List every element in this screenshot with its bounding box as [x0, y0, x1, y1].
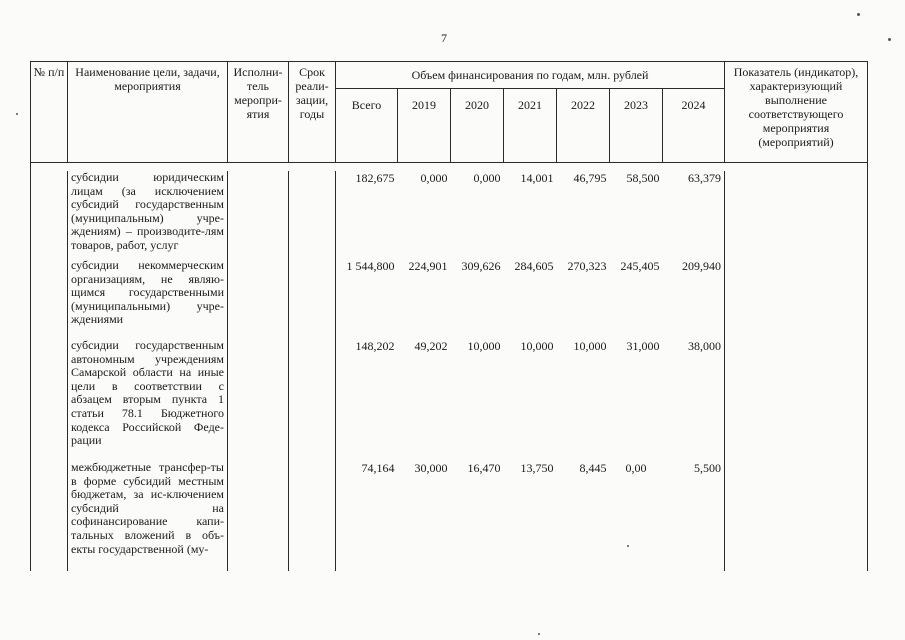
row-value: 10,000: [467, 339, 501, 353]
row-value: 30,000: [414, 461, 448, 475]
row-total: 182,675: [336, 171, 398, 259]
row-total: 148,202: [336, 339, 398, 461]
header-funding: Объем финансирования по годам, млн. рублей: [336, 62, 725, 89]
row-value: 270,323: [567, 259, 607, 273]
scan-speck: [857, 13, 860, 16]
header-year: 2019: [398, 89, 451, 163]
row-value: 58,500: [626, 171, 660, 185]
scan-speck: [16, 113, 18, 115]
header-name: Наименование цели, задачи, мероприятия: [68, 62, 228, 163]
row-value: 0,000: [473, 171, 501, 185]
header-year: 2023: [610, 89, 663, 163]
header-indicator: Показатель (индикатор), характеризующий выполнение соответствующего мероприятия (мероприятий): [725, 62, 868, 163]
row-name: субсидии некоммерческим организациям, не являю-щимся государственными (муниципальными) учре-ждениями: [68, 259, 228, 339]
row-total: 74,164: [336, 461, 398, 571]
row-value: 31,000: [626, 339, 660, 353]
header-year: 2022: [557, 89, 610, 163]
row-value: 13,750: [520, 461, 554, 475]
row-value: 8,445: [579, 461, 607, 475]
row-value: 10,000: [573, 339, 607, 353]
row-value: 38,000: [688, 339, 721, 353]
row-value: 0,000: [420, 171, 448, 185]
table-row: [31, 339, 868, 461]
scan-speck: [538, 633, 540, 635]
row-value: 224,901: [408, 259, 448, 273]
table-row: [31, 171, 868, 259]
row-value: 14,001: [520, 171, 554, 185]
row-value: 63,379: [688, 171, 721, 185]
row-value: 49,202: [414, 339, 448, 353]
row-value: 245,405: [620, 259, 660, 273]
row-value: 0,00: [625, 461, 647, 475]
header-year: 2024: [663, 89, 725, 163]
header-executor: Исполни-тель меропри-ятия: [228, 62, 289, 163]
row-value: 10,000: [520, 339, 554, 353]
row-name: межбюджетные трансфер-ты в форме субсидий местным бюджетам, за ис-ключением субсидий на софинансирование капи-тальных вложений в объ-екты государственной (му-: [68, 461, 228, 571]
table-row: [31, 259, 868, 339]
page-number: 7: [441, 31, 447, 45]
row-value: 309,626: [461, 259, 501, 273]
row-value: 284,605: [514, 259, 554, 273]
header-num: № п/п: [31, 62, 68, 163]
header-year: 2020: [451, 89, 504, 163]
header-year: 2021: [504, 89, 557, 163]
row-value: 16,470: [467, 461, 501, 475]
financing-table: [30, 61, 868, 571]
row-name: субсидии государственным автономным учреждениям Самарской области на иные цели в соответствии с абзацем вторым пункта 1 статьи 78.1 Бюджетного кодекса Российской Феде-рации: [68, 339, 228, 461]
row-value: 209,940: [682, 259, 721, 273]
row-total: 1 544,800: [336, 259, 398, 339]
header-term: Срок реали-зации, годы: [289, 62, 336, 163]
scan-speck: [888, 38, 891, 41]
scan-speck: [627, 545, 629, 547]
row-name: субсидии юридическим лицам (за исключением субсидий государственным (муниципальным) учре-ждениям) – производите-лям товаров, работ, услуг: [68, 171, 228, 259]
row-value: 5,500: [694, 461, 721, 475]
row-value: 46,795: [573, 171, 607, 185]
header-total: Всего: [336, 89, 398, 163]
table-row: [31, 461, 868, 571]
